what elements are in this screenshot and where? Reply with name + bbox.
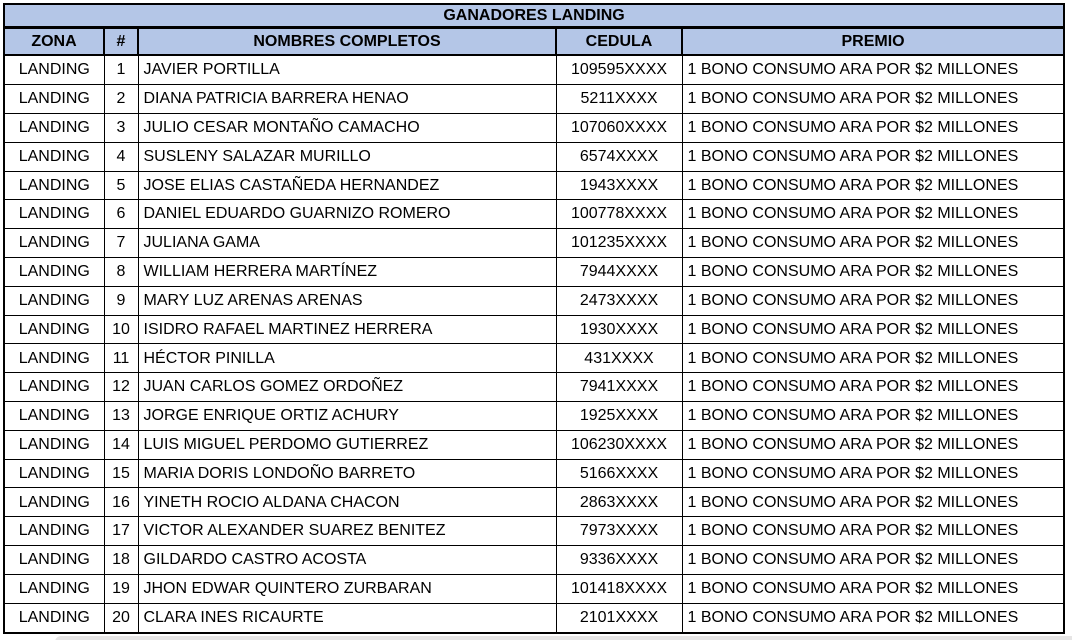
table-row (4, 200, 1064, 229)
cell-zona[interactable]: LANDING (4, 459, 104, 488)
cell-cedula[interactable]: 2473XXXX (556, 286, 682, 315)
cell-number[interactable]: 7 (104, 229, 138, 258)
cell-name[interactable]: WILLIAM HERRERA MARTÍNEZ (138, 257, 556, 286)
cell-number[interactable]: 2 (104, 85, 138, 114)
cell-zona[interactable]: LANDING (4, 142, 104, 171)
cell-name[interactable]: JULIO CESAR MONTAÑO CAMACHO (138, 113, 556, 142)
cell-cedula[interactable]: 106230XXXX (556, 430, 682, 459)
cell-cedula[interactable]: 7944XXXX (556, 257, 682, 286)
bottom-scroll-strip (55, 636, 1072, 640)
cell-name[interactable]: HÉCTOR PINILLA (138, 344, 556, 373)
cell-premio[interactable]: 1 BONO CONSUMO ARA POR $2 MILLONES (682, 574, 1064, 603)
cell-number[interactable]: 3 (104, 113, 138, 142)
table-row (4, 85, 1064, 114)
cell-premio[interactable]: 1 BONO CONSUMO ARA POR $2 MILLONES (682, 257, 1064, 286)
cell-number[interactable]: 1 (104, 55, 138, 85)
cell-premio[interactable]: 1 BONO CONSUMO ARA POR $2 MILLONES (682, 113, 1064, 142)
cell-name[interactable]: GILDARDO CASTRO ACOSTA (138, 546, 556, 575)
table-row (4, 574, 1064, 603)
cell-name[interactable]: CLARA INES RICAURTE (138, 603, 556, 633)
table-row (4, 171, 1064, 200)
cell-cedula[interactable]: 1943XXXX (556, 171, 682, 200)
cell-name[interactable]: MARIA DORIS LONDOÑO BARRETO (138, 459, 556, 488)
table-title[interactable]: GANADORES LANDING (4, 4, 1064, 28)
col-header-nombres-completos[interactable]: NOMBRES COMPLETOS (138, 28, 556, 56)
cell-premio[interactable]: 1 BONO CONSUMO ARA POR $2 MILLONES (682, 229, 1064, 258)
col-header-cedula[interactable]: CEDULA (556, 28, 682, 56)
cell-number[interactable]: 20 (104, 603, 138, 633)
cell-zona[interactable]: LANDING (4, 488, 104, 517)
table-row (4, 488, 1064, 517)
table-row (4, 286, 1064, 315)
cell-name[interactable]: JUAN CARLOS GOMEZ ORDOÑEZ (138, 373, 556, 402)
cell-number[interactable]: 12 (104, 373, 138, 402)
table-row (4, 430, 1064, 459)
cell-premio[interactable]: 1 BONO CONSUMO ARA POR $2 MILLONES (682, 344, 1064, 373)
cell-number[interactable]: 18 (104, 546, 138, 575)
cell-zona[interactable]: LANDING (4, 113, 104, 142)
cell-zona[interactable]: LANDING (4, 286, 104, 315)
cell-premio[interactable]: 1 BONO CONSUMO ARA POR $2 MILLONES (682, 546, 1064, 575)
cell-number[interactable]: 11 (104, 344, 138, 373)
cell-zona[interactable]: LANDING (4, 430, 104, 459)
col-header-premio[interactable]: PREMIO (682, 28, 1064, 56)
cell-zona[interactable]: LANDING (4, 373, 104, 402)
cell-cedula[interactable]: 431XXXX (556, 344, 682, 373)
cell-cedula[interactable]: 109595XXXX (556, 55, 682, 85)
cell-zona[interactable]: LANDING (4, 402, 104, 431)
cell-cedula[interactable]: 5211XXXX (556, 85, 682, 114)
cell-cedula[interactable]: 9336XXXX (556, 546, 682, 575)
cell-cedula[interactable]: 101418XXXX (556, 574, 682, 603)
cell-zona[interactable]: LANDING (4, 171, 104, 200)
col-header-number[interactable]: # (104, 28, 138, 56)
cell-premio[interactable]: 1 BONO CONSUMO ARA POR $2 MILLONES (682, 286, 1064, 315)
cell-zona[interactable]: LANDING (4, 229, 104, 258)
cell-name[interactable]: VICTOR ALEXANDER SUAREZ BENITEZ (138, 517, 556, 546)
cell-name[interactable]: JORGE ENRIQUE ORTIZ ACHURY (138, 402, 556, 431)
cell-cedula[interactable]: 2101XXXX (556, 603, 682, 633)
cell-name[interactable]: LUIS MIGUEL PERDOMO GUTIERREZ (138, 430, 556, 459)
table-row (4, 546, 1064, 575)
cell-cedula[interactable]: 1930XXXX (556, 315, 682, 344)
table-row (4, 142, 1064, 171)
cell-cedula[interactable]: 7973XXXX (556, 517, 682, 546)
cell-zona[interactable]: LANDING (4, 546, 104, 575)
cell-premio[interactable]: 1 BONO CONSUMO ARA POR $2 MILLONES (682, 402, 1064, 431)
cell-name[interactable]: MARY LUZ ARENAS ARENAS (138, 286, 556, 315)
cell-zona[interactable]: LANDING (4, 85, 104, 114)
cell-number[interactable]: 10 (104, 315, 138, 344)
cell-cedula[interactable]: 101235XXXX (556, 229, 682, 258)
table-row (4, 257, 1064, 286)
table-header-row (4, 28, 1064, 56)
cell-name[interactable]: YINETH ROCIO ALDANA CHACON (138, 488, 556, 517)
table-row (4, 373, 1064, 402)
cell-number[interactable]: 5 (104, 171, 138, 200)
cell-number[interactable]: 9 (104, 286, 138, 315)
winners-table (3, 3, 1065, 634)
cell-cedula[interactable]: 7941XXXX (556, 373, 682, 402)
cell-name[interactable]: JHON EDWAR QUINTERO ZURBARAN (138, 574, 556, 603)
cell-premio[interactable]: 1 BONO CONSUMO ARA POR $2 MILLONES (682, 55, 1064, 85)
table-row (4, 113, 1064, 142)
cell-number[interactable]: 19 (104, 574, 138, 603)
cell-cedula[interactable]: 1925XXXX (556, 402, 682, 431)
cell-premio[interactable]: 1 BONO CONSUMO ARA POR $2 MILLONES (682, 459, 1064, 488)
cell-name[interactable]: DIANA PATRICIA BARRERA HENAO (138, 85, 556, 114)
cell-premio[interactable]: 1 BONO CONSUMO ARA POR $2 MILLONES (682, 171, 1064, 200)
cell-zona[interactable]: LANDING (4, 315, 104, 344)
cell-zona[interactable]: LANDING (4, 200, 104, 229)
cell-zona[interactable]: LANDING (4, 574, 104, 603)
cell-number[interactable]: 13 (104, 402, 138, 431)
cell-cedula[interactable]: 2863XXXX (556, 488, 682, 517)
cell-zona[interactable]: LANDING (4, 55, 104, 85)
table-row (4, 459, 1064, 488)
cell-name[interactable]: ISIDRO RAFAEL MARTINEZ HERRERA (138, 315, 556, 344)
cell-name[interactable]: DANIEL EDUARDO GUARNIZO ROMERO (138, 200, 556, 229)
cell-premio[interactable]: 1 BONO CONSUMO ARA POR $2 MILLONES (682, 430, 1064, 459)
cell-premio[interactable]: 1 BONO CONSUMO ARA POR $2 MILLONES (682, 373, 1064, 402)
cell-number[interactable]: 15 (104, 459, 138, 488)
cell-premio[interactable]: 1 BONO CONSUMO ARA POR $2 MILLONES (682, 488, 1064, 517)
cell-number[interactable]: 14 (104, 430, 138, 459)
table-row (4, 229, 1064, 258)
cell-name[interactable]: JAVIER PORTILLA (138, 55, 556, 85)
table-title-row (4, 4, 1064, 28)
col-header-zona[interactable]: ZONA (4, 28, 104, 56)
cell-number[interactable]: 16 (104, 488, 138, 517)
cell-number[interactable]: 6 (104, 200, 138, 229)
cell-cedula[interactable]: 6574XXXX (556, 142, 682, 171)
table-row (4, 315, 1064, 344)
cell-zona[interactable]: LANDING (4, 603, 104, 633)
cell-premio[interactable]: 1 BONO CONSUMO ARA POR $2 MILLONES (682, 603, 1064, 633)
table-row (4, 402, 1064, 431)
cell-name[interactable]: JOSE ELIAS CASTAÑEDA HERNANDEZ (138, 171, 556, 200)
cell-zona[interactable]: LANDING (4, 517, 104, 546)
cell-name[interactable]: JULIANA GAMA (138, 229, 556, 258)
cell-cedula[interactable]: 100778XXXX (556, 200, 682, 229)
cell-premio[interactable]: 1 BONO CONSUMO ARA POR $2 MILLONES (682, 142, 1064, 171)
table-row (4, 517, 1064, 546)
cell-premio[interactable]: 1 BONO CONSUMO ARA POR $2 MILLONES (682, 85, 1064, 114)
table-row (4, 55, 1064, 85)
cell-premio[interactable]: 1 BONO CONSUMO ARA POR $2 MILLONES (682, 315, 1064, 344)
cell-number[interactable]: 8 (104, 257, 138, 286)
cell-name[interactable]: SUSLENY SALAZAR MURILLO (138, 142, 556, 171)
cell-premio[interactable]: 1 BONO CONSUMO ARA POR $2 MILLONES (682, 200, 1064, 229)
table-row (4, 344, 1064, 373)
cell-zona[interactable]: LANDING (4, 344, 104, 373)
cell-cedula[interactable]: 107060XXXX (556, 113, 682, 142)
cell-number[interactable]: 4 (104, 142, 138, 171)
cell-zona[interactable]: LANDING (4, 257, 104, 286)
cell-cedula[interactable]: 5166XXXX (556, 459, 682, 488)
cell-premio[interactable]: 1 BONO CONSUMO ARA POR $2 MILLONES (682, 517, 1064, 546)
table-row (4, 603, 1064, 633)
cell-number[interactable]: 17 (104, 517, 138, 546)
